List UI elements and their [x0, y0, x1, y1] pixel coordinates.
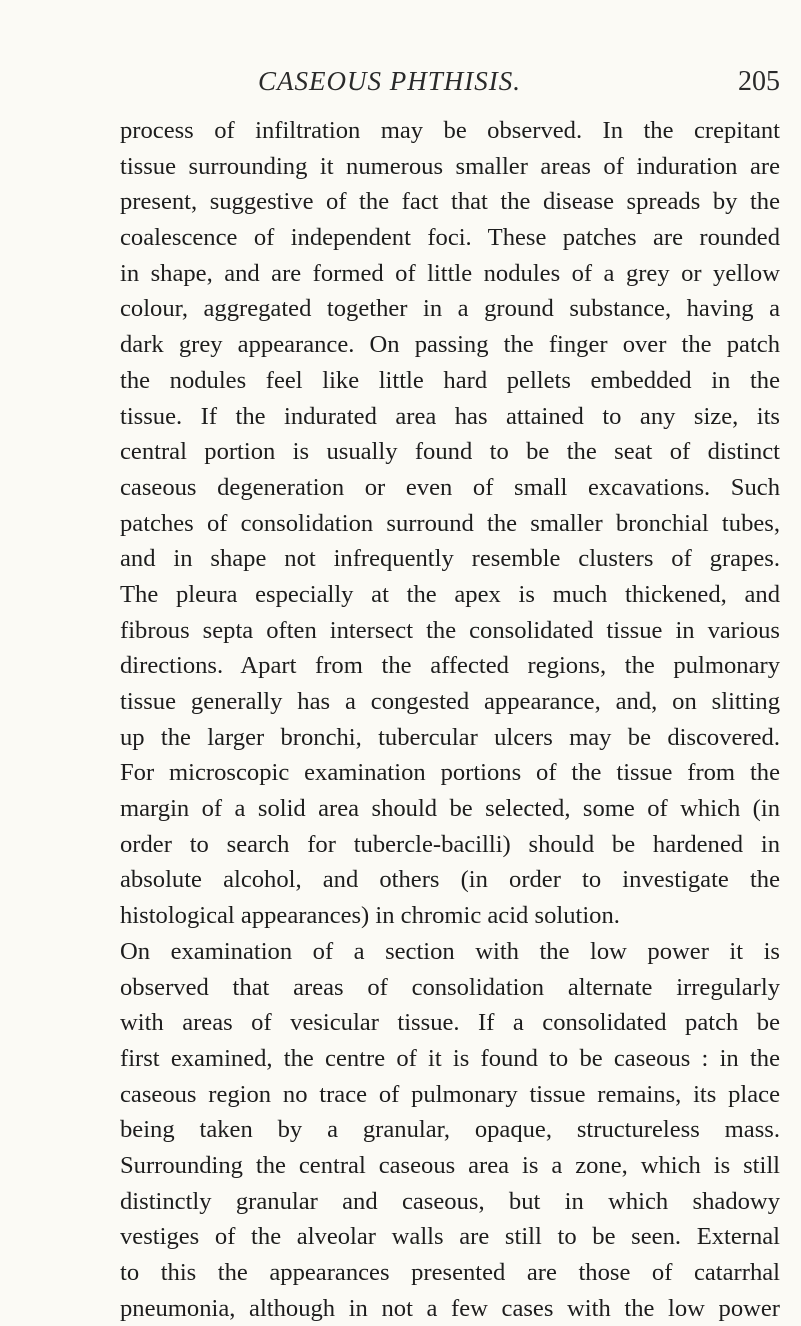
text-line: absolute alcohol, and others (in order to investigate the	[120, 866, 780, 894]
text-line: to this the appearances presented are those of catarrhal	[120, 1259, 780, 1286]
text-line: directions. Apart from the affected regions, the pulmonary	[120, 652, 780, 680]
paragraph-start-line: On examination of a section with the low power it is	[120, 937, 780, 965]
text-line: distinctly granular and caseous, but in which shadowy	[120, 1187, 780, 1215]
text-line: dark grey appearance. On passing the finger over the patch	[120, 331, 780, 359]
text-line: the nodules feel like little hard pellets embedded in the	[120, 366, 780, 394]
text-line: patches of consolidation surround the smaller bronchial tubes,	[120, 509, 780, 537]
text-line: up the larger bronchi, tubercular ulcers may be discovered.	[120, 723, 780, 751]
text-line: pneumonia, although in not a few cases with the low power	[120, 1294, 780, 1322]
body-text	[120, 113, 780, 1326]
text-line: colour, aggregated together in a ground substance, having a	[120, 295, 780, 323]
text-line: vestiges of the alveolar walls are still to be seen. External	[120, 1223, 780, 1251]
text-line: The pleura especially at the apex is much thickened, and	[120, 580, 780, 608]
page-number: 205	[738, 66, 780, 97]
text-line: caseous degeneration or even of small excavations. Such	[120, 473, 780, 501]
text-line: present, suggestive of the fact that the disease spreads by the	[120, 188, 780, 216]
text-line: histological appearances) in chromic acid solution.	[120, 902, 620, 930]
text-line: fibrous septa often intersect the consolidated tissue in various	[120, 616, 780, 644]
running-title: CASEOUS PHTHISIS.	[258, 66, 521, 96]
text-line: coalescence of independent foci. These patches are rounded	[120, 224, 780, 252]
text-line: For microscopic examination portions of the tissue from the	[120, 759, 780, 787]
text-line: tissue generally has a congested appearance, and, on slitting	[120, 688, 780, 715]
text-line: process of infiltration may be observed. In the crepitant	[120, 117, 780, 144]
text-line: order to search for tubercle-bacilli) should be hardened in	[120, 830, 780, 858]
text-line: central portion is usually found to be the seat of distinct	[120, 438, 780, 466]
text-line: in shape, and are formed of little nodules of a grey or yellow	[120, 259, 780, 287]
text-line: margin of a solid area should be selected, some of which (in	[120, 795, 780, 823]
text-line: Surrounding the central caseous area is a zone, which is still	[120, 1151, 780, 1179]
text-line: caseous region no trace of pulmonary tissue remains, its place	[120, 1080, 780, 1108]
text-line: with areas of vesicular tissue. If a consolidated patch be	[120, 1009, 780, 1037]
text-line: and in shape not infrequently resemble clusters of grapes.	[120, 545, 780, 573]
running-head	[120, 66, 780, 106]
text-line: observed that areas of consolidation alternate irregularly	[120, 973, 780, 1001]
text-line: tissue surrounding it numerous smaller areas of induration are	[120, 152, 780, 180]
text-line: first examined, the centre of it is found to be caseous : in the	[120, 1044, 780, 1072]
text-line: tissue. If the indurated area has attained to any size, its	[120, 402, 780, 430]
text-line: being taken by a granular, opaque, structureless mass.	[120, 1116, 780, 1144]
